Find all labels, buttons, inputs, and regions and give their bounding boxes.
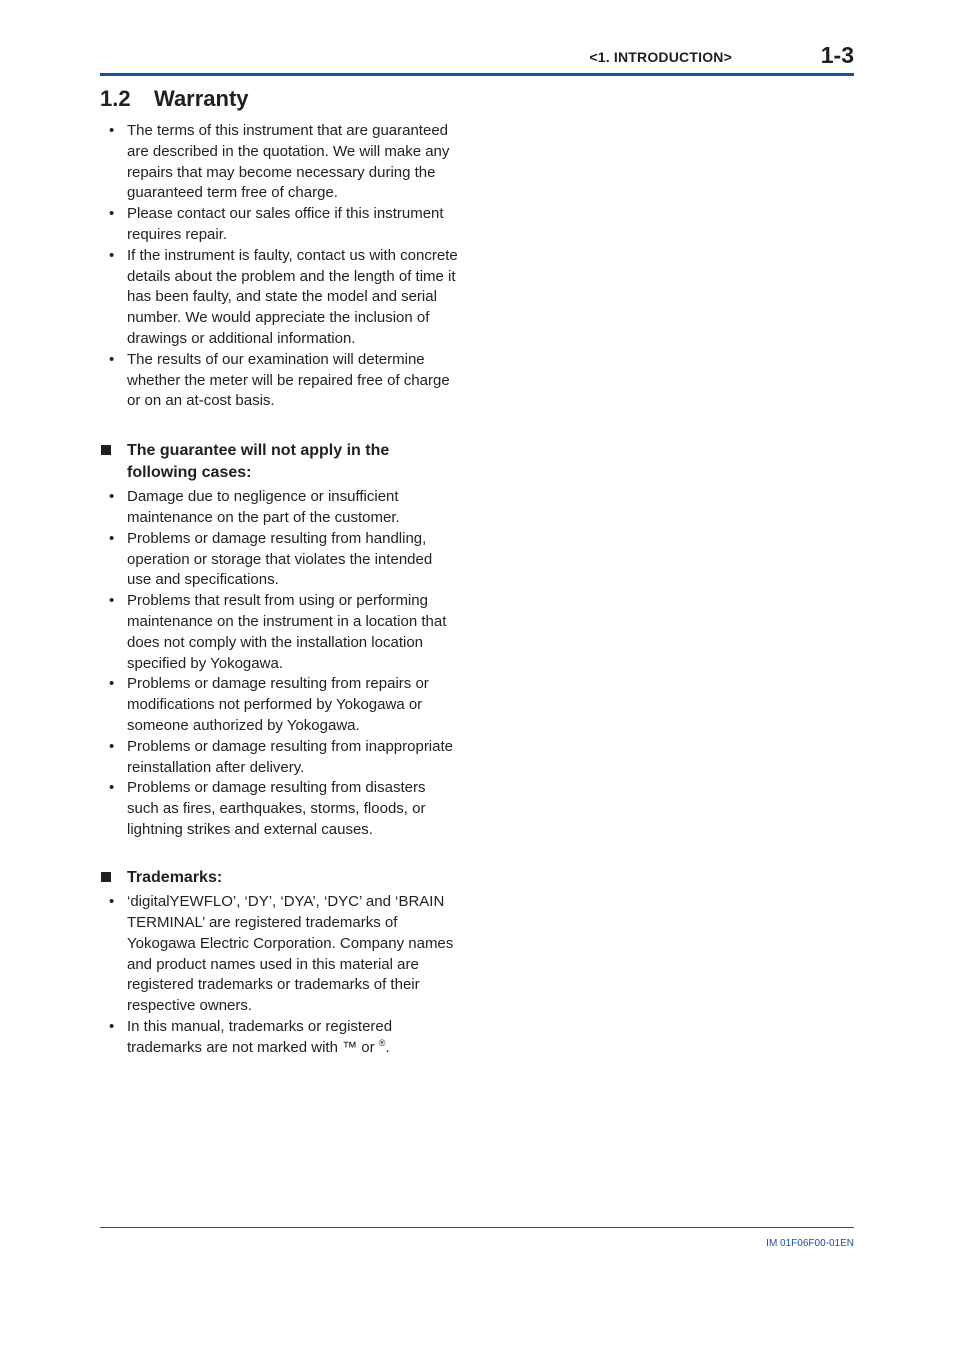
list-item: • The results of our examination will determine whether the meter will be repaired free of charge or on an at-cost basis. — [109, 350, 450, 410]
section-title — [100, 86, 249, 112]
square-bullet-icon — [101, 872, 111, 882]
list-item: • Please contact our sales office if this instrument requires repair. — [109, 205, 444, 243]
trademarks-list — [100, 892, 460, 1058]
bullet-icon: • — [109, 779, 115, 797]
bullet-icon: • — [109, 205, 115, 223]
bullet-icon: • — [109, 737, 115, 755]
bullet-icon: • — [109, 350, 115, 368]
guarantee-heading: The guarantee will not apply in the following cases: — [100, 440, 460, 483]
list-item: • Damage due to negligence or insufficient maintenance on the part of the customer. — [109, 488, 400, 526]
registered-mark: ® — [378, 1037, 386, 1048]
section-title-text: Warranty — [154, 86, 249, 111]
list-item: • In this manual, trademarks or registered trademarks are not marked with ™ or ®. — [109, 1017, 393, 1056]
running-header-chapter: <1. INTRODUCTION> — [589, 49, 732, 65]
bullet-icon: • — [109, 246, 115, 264]
list-item: • Problems or damage resulting from inappropriate reinstallation after delivery. — [109, 737, 453, 776]
page-number: 1-3 — [820, 42, 854, 68]
document-number: IM 01F06F00-01EN — [766, 1238, 854, 1249]
bullet-icon: • — [109, 592, 115, 610]
footer-divider — [100, 1227, 854, 1228]
trademarks-heading: Trademarks: — [100, 867, 460, 889]
bullet-icon: • — [109, 675, 115, 693]
header-divider — [100, 73, 854, 76]
list-item: • If the instrument is faulty, contact us with concrete details about the problem and the length of time it has been faulty, and state the model and serial number. We would appreciate the inclusion of drawings or additional information. — [109, 246, 458, 347]
list-item: • The terms of this instrument that are guaranteed are described in the quotation. We will make any repairs that may become necessary during the guaranteed term free of charge. — [109, 122, 450, 202]
main-column — [100, 121, 460, 1059]
warranty-list — [100, 121, 460, 412]
list-item: • Problems that result from using or performing maintenance on the instrument in a location that does not comply with the installation location specified by Yokogawa. — [109, 592, 447, 672]
bullet-icon: • — [109, 1017, 115, 1035]
bullet-icon: • — [109, 122, 115, 139]
bullet-icon: • — [109, 893, 115, 911]
guarantee-exclusions-list — [100, 487, 460, 841]
bullet-icon: • — [109, 529, 115, 547]
list-item: • ‘digitalYEWFLO’, ‘DY’, ‘DYA’, ‘DYC’ and ‘BRAIN TERMINAL’ are registered trademarks of Yokogawa Electric Corporation. Company names and product names used in this material are registered trademarks or trademarks of their respective owners. — [109, 893, 454, 1015]
list-item: • Problems or damage resulting from repairs or modifications not performed by Yokogawa or someone authorized by Yokogawa. — [109, 675, 429, 734]
list-item: • Problems or damage resulting from handling, operation or storage that violates the intended use and specifications. — [109, 529, 433, 589]
bullet-icon: • — [109, 488, 115, 506]
section-number: 1.2 — [100, 86, 131, 111]
list-item: • Problems or damage resulting from disasters such as fires, earthquakes, storms, floods, or lightning strikes and external causes. — [109, 779, 426, 838]
square-bullet-icon — [101, 445, 111, 455]
